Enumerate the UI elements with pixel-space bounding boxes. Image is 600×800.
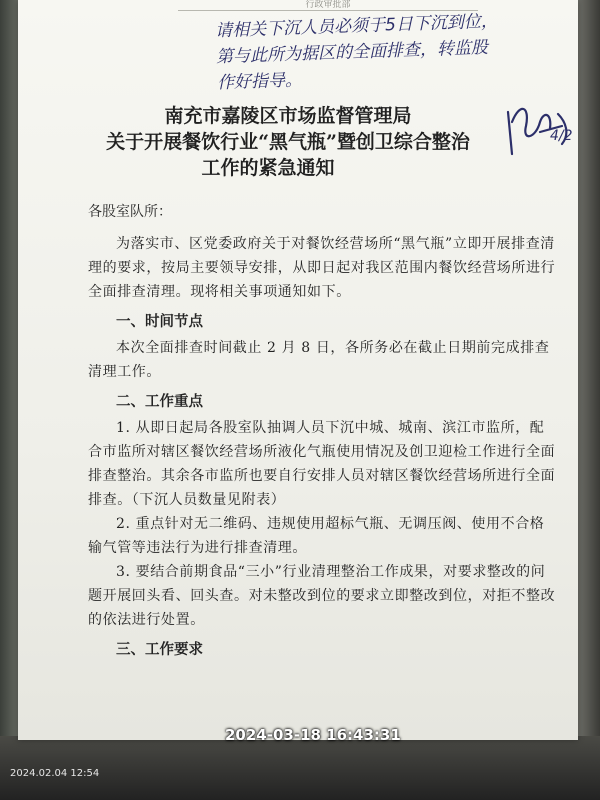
section-2-heading: 二、工作重点: [116, 394, 203, 410]
photo-timestamp-center: 2024-03-18 16:43:31: [225, 726, 401, 744]
handwritten-line-3: 作好指导。: [216, 70, 303, 94]
handwritten-line-2: 第与此所为据区的全面排查，转监股: [215, 37, 489, 68]
handwritten-note: [215, 6, 578, 97]
section-1-paragraph: 本次全面排查时间截止 2 月 8 日，各所务必在截止日期前完成排查清理工作。: [88, 340, 550, 380]
section-2-item-3: 3. 要结合前期食品“三小”行业清理整治工作成果，对要求整改的问题开展回头看、回头查。对未整改到位的要求立即整改到位，对拒不整改的依法进行处置。: [88, 564, 556, 628]
title-line-1: 南充市嘉陵区市场监督管理局: [164, 105, 412, 127]
document-paper: [18, 0, 578, 740]
document-body: [88, 200, 558, 664]
photo-timestamp-corner: 2024.02.04 12:54: [10, 768, 100, 779]
top-strip-label: 行政审批部: [178, 0, 478, 11]
section-1-heading: 一、时间节点: [116, 314, 203, 330]
intro-paragraph: 为落实市、区党委政府关于对餐饮经营场所“黑气瓶”立即开展排查清理的要求，按局主要领导安排，从即日起对我区范围内餐饮经营场所进行全面排查清理。现将相关事项通知如下。: [88, 236, 556, 300]
background-left: [0, 0, 20, 800]
section-2-item-1: 1. 从即日起局各股室队抽调人员下沉中城、城南、滨江市监所，配合市监所对辖区餐饮经营场所液化气瓶使用情况及创卫迎检工作进行全面排查整治。其余各市监所也要自行安排人员对辖区餐饮经营场所进行全面排查。（下沉人员数量见附表）: [88, 420, 556, 508]
section-3-heading: 三、工作要求: [116, 642, 203, 658]
document-title: [78, 103, 498, 181]
handwritten-line-1: 请相关下沉人员必须于5日下沉到位，: [214, 11, 499, 42]
title-line-2: 关于开展餐饮行业“黑气瓶”暨创卫综合整治: [106, 131, 470, 153]
section-2-item-2: 2. 重点针对无二维码、违规使用超标气瓶、无调压阀、使用不合格输气管等违法行为进行排查清理。: [88, 516, 545, 556]
signature-date: 4/2: [550, 128, 573, 144]
salutation: 各股室队所：: [88, 204, 172, 220]
title-line-3: 工作的紧急通知: [201, 157, 335, 179]
